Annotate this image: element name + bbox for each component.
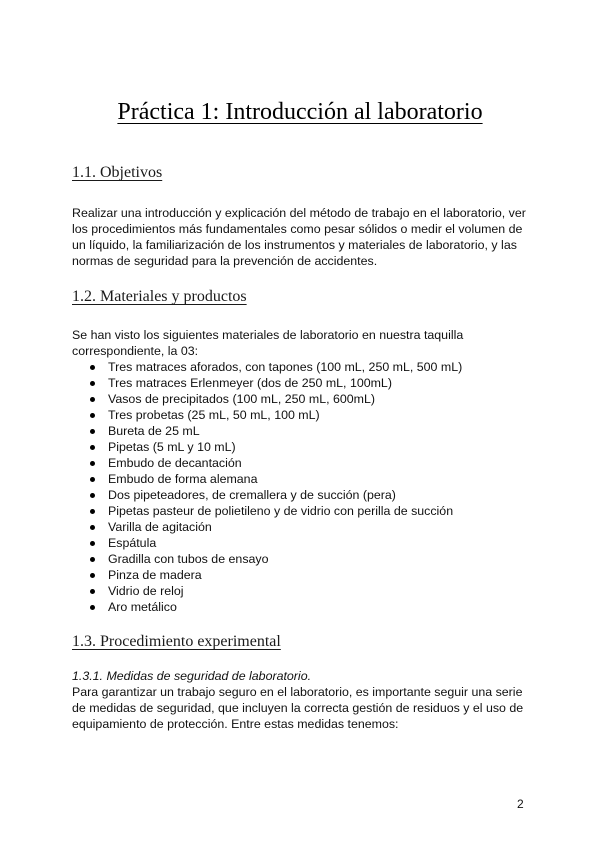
list-item: Gradilla con tubos de ensayo bbox=[72, 551, 462, 567]
list-item: Varilla de agitación bbox=[72, 519, 462, 535]
page-number: 2 bbox=[517, 797, 524, 811]
paragraph-line: los procedimientos más fundamentales como pesar sólidos o medir el volumen de bbox=[72, 222, 523, 236]
list-item: Embudo de decantación bbox=[72, 455, 462, 471]
list-item: Tres matraces aforados, con tapones (100 mL, 250 mL, 500 mL) bbox=[72, 359, 462, 375]
paragraph-line: equipamiento de protección. Entre estas medidas tenemos: bbox=[72, 717, 399, 731]
procedimiento-paragraph bbox=[72, 684, 532, 732]
list-item: Pinza de madera bbox=[72, 567, 462, 583]
paragraph-line: de medidas de seguridad, que incluyen la correcta gestión de residuos y el uso de bbox=[72, 701, 524, 715]
list-item: Vasos de precipitados (100 mL, 250 mL, 600mL) bbox=[72, 391, 462, 407]
list-item: Tres probetas (25 mL, 50 mL, 100 mL) bbox=[72, 407, 462, 423]
list-item: Embudo de forma alemana bbox=[72, 471, 462, 487]
paragraph-line: normas de seguridad para la prevención de accidentes. bbox=[72, 254, 378, 268]
list-item: Pipetas pasteur de polietileno y de vidrio con perilla de succión bbox=[72, 503, 462, 519]
paragraph-line: Se han visto los siguientes materiales de laboratorio en nuestra taquilla bbox=[72, 328, 464, 342]
paragraph-line: Para garantizar un trabajo seguro en el laboratorio, es importante seguir una serie bbox=[72, 685, 523, 699]
paragraph-line: un líquido, la familiarización de los instrumentos y materiales de laboratorio, y las bbox=[72, 238, 517, 252]
materiales-intro bbox=[72, 327, 532, 359]
page-title: Práctica 1: Introducción al laboratorio bbox=[117, 99, 483, 125]
list-item: Espátula bbox=[72, 535, 462, 551]
objetivos-paragraph bbox=[72, 205, 532, 269]
materials-list bbox=[72, 359, 462, 615]
section-heading-procedimiento: 1.3. Procedimiento experimental bbox=[72, 633, 281, 650]
list-item: Vidrio de reloj bbox=[72, 583, 462, 599]
paragraph-line: Realizar una introducción y explicación del método de trabajo en el laboratorio, ver bbox=[72, 206, 526, 220]
section-heading-objetivos: 1.1. Objetivos bbox=[72, 164, 163, 181]
list-item: Pipetas (5 mL y 10 mL) bbox=[72, 439, 462, 455]
section-heading-materiales: 1.2. Materiales y productos bbox=[72, 288, 247, 305]
paragraph-line: correspondiente, la 03: bbox=[72, 344, 199, 358]
list-item: Bureta de 25 mL bbox=[72, 423, 462, 439]
list-item: Dos pipeteadores, de cremallera y de succión (pera) bbox=[72, 487, 462, 503]
list-item: Aro metálico bbox=[72, 599, 462, 615]
list-item: Tres matraces Erlenmeyer (dos de 250 mL, 100mL) bbox=[72, 375, 462, 391]
subsection-heading-seguridad: 1.3.1. Medidas de seguridad de laboratorio. bbox=[72, 669, 312, 683]
